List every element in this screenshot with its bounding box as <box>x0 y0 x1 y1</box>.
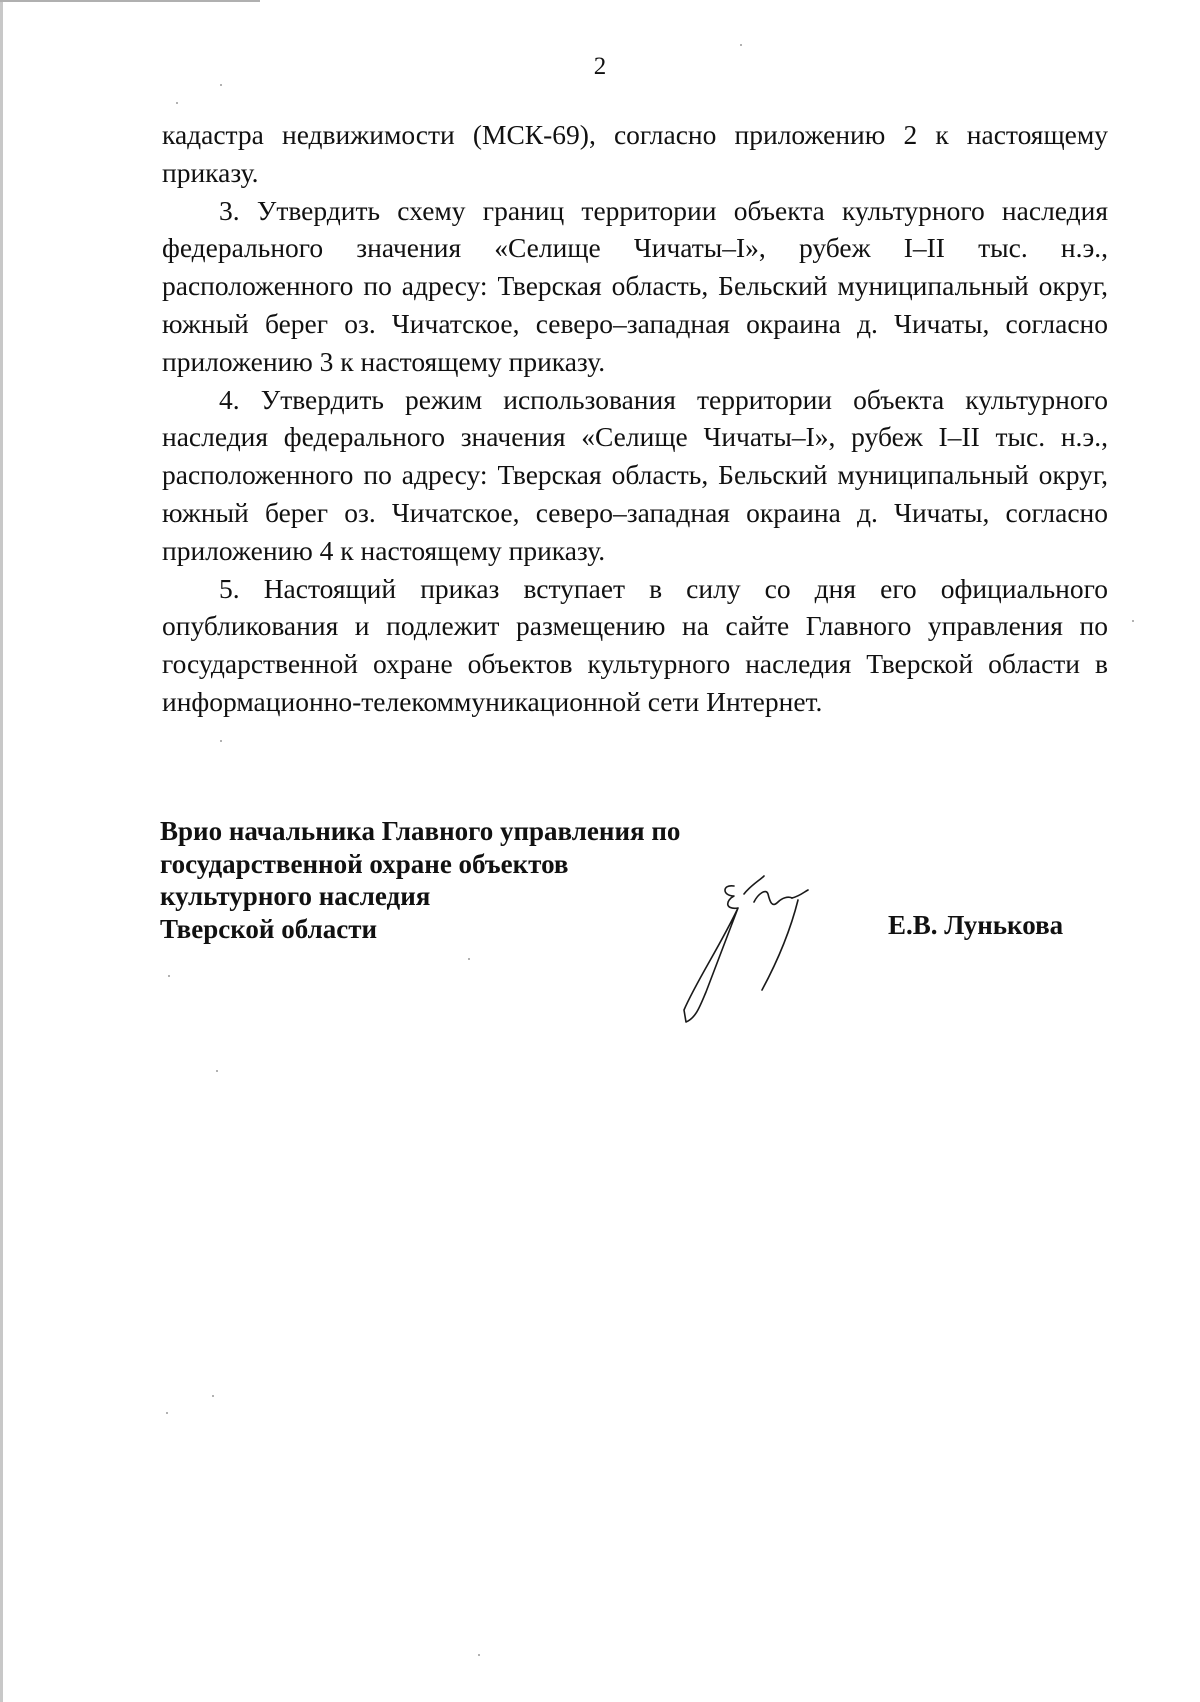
scan-speck <box>740 44 742 46</box>
scan-speck <box>166 1412 168 1414</box>
paragraph-continuation: кадастра недвижимости (МСК-69), согласно приложению 2 к настоящему приказу. <box>162 119 1108 188</box>
scan-speck <box>212 1395 214 1397</box>
scan-speck <box>220 84 222 86</box>
document-body <box>162 116 1108 721</box>
paragraph-item-4: 4. Утвердить режим использования территории объекта культурного наследия федерального значения «Селище Чичаты–I», рубеж I–II тыс. н.э., расположенного по адресу: Тверская область, Бельский муниципальный округ, южный берег оз. Чичатское, северо–западная окраина д. Чичаты, согласно приложению 4 к настоящему приказу. <box>162 383 1108 566</box>
page-number: 2 <box>593 53 607 80</box>
signatory-title-line: Тверской области <box>160 913 378 944</box>
signatory-title-line: культурного наследия <box>160 881 431 911</box>
scan-speck <box>176 102 178 104</box>
signatory-title-line: государственной охране объектов <box>160 848 569 879</box>
handwritten-signature <box>676 872 856 1024</box>
scan-speck <box>468 958 470 960</box>
scan-speck <box>478 1654 480 1656</box>
paragraph-item-3: 3. Утвердить схему границ территории объекта культурного наследия федерального значения «Селище Чичаты–I», рубеж I–II тыс. н.э., расположенного по адресу: Тверская область, Бельский муниципальный округ, южный берег оз. Чичатское, северо–западная окраина д. Чичаты, согласно приложению 3 к настоящему приказу. <box>162 194 1108 377</box>
scan-left-edge <box>0 0 3 1702</box>
scan-speck <box>216 1070 218 1072</box>
signatory-title-line: Врио начальника Главного управления по <box>160 816 681 846</box>
scan-speck <box>1132 620 1134 622</box>
paragraph-item-5: 5. Настоящий приказ вступает в силу со дня его официального опубликования и подлежит размещению на сайте Главного управления по государственной охране объектов культурного наследия Тверской области в информационно-телекоммуникационной сети Интернет. <box>162 572 1108 717</box>
scan-top-edge <box>0 0 260 2</box>
signer-name: Е.В. Лунькова <box>888 910 1064 940</box>
scan-speck <box>220 740 222 742</box>
scan-speck <box>168 975 170 977</box>
